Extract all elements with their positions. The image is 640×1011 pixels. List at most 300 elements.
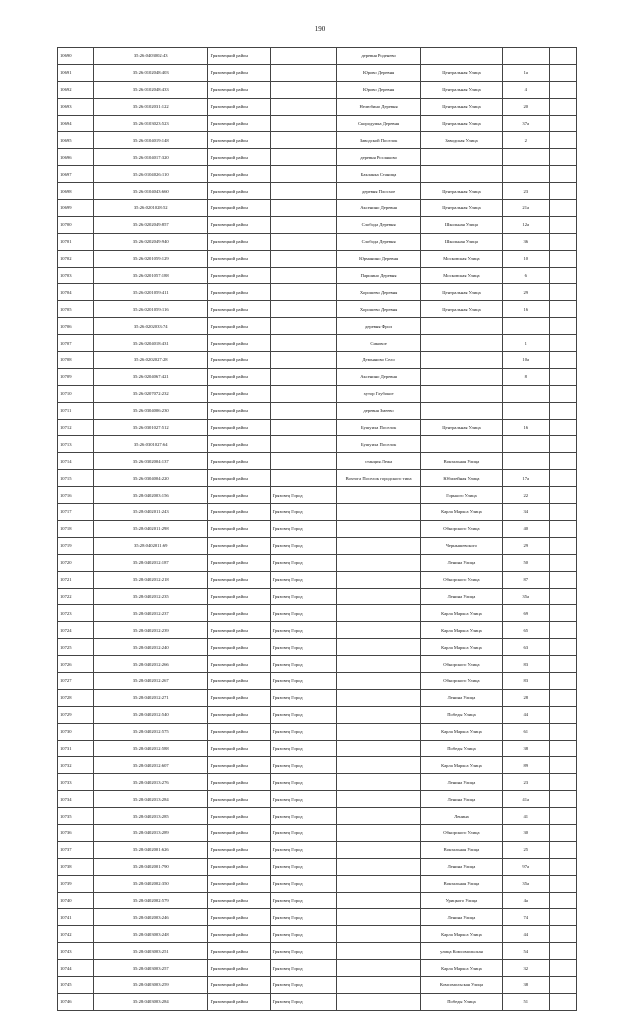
cell-locality: Слобода Деревня — [337, 216, 421, 233]
cell-street: Карла Маркса Улица — [421, 723, 503, 740]
cell-city: Грязовец Город — [270, 824, 337, 841]
table-row — [58, 504, 577, 521]
cell-house-number: 83 — [502, 656, 549, 673]
cell-blank — [549, 723, 576, 740]
cell-cadastral-number: 35:28:0403003:284 — [93, 993, 207, 1010]
cell-city — [270, 352, 337, 369]
cell-house-number: 12а — [502, 216, 549, 233]
cell-district: Грязовецкий район — [208, 233, 270, 250]
cell-city — [270, 453, 337, 470]
cell-record-id: 10725 — [58, 639, 94, 656]
cell-blank — [549, 808, 576, 825]
cell-district: Грязовецкий район — [208, 419, 270, 436]
cell-district: Грязовецкий район — [208, 284, 270, 301]
cell-street — [421, 402, 503, 419]
cell-blank — [549, 368, 576, 385]
cell-locality: Бушуиха Поселок — [337, 436, 421, 453]
cell-district: Грязовецкий район — [208, 470, 270, 487]
cell-city: Грязовец Город — [270, 858, 337, 875]
cell-house-number: 35а — [502, 588, 549, 605]
cell-blank — [549, 318, 576, 335]
cell-house-number: 29 — [502, 284, 549, 301]
cell-city — [270, 200, 337, 217]
cell-cadastral-number: 35:26:0202027:28 — [93, 352, 207, 369]
cell-blank — [549, 824, 576, 841]
cell-locality — [337, 504, 421, 521]
cell-house-number: 16 — [502, 419, 549, 436]
cell-street: Обнорского Улица — [421, 520, 503, 537]
cell-record-id: 10735 — [58, 808, 94, 825]
cell-cadastral-number: 35:26:0201057:188 — [93, 267, 207, 284]
cell-locality: Аксенино Деревня — [337, 368, 421, 385]
cell-cadastral-number: 35:28:0402011:243 — [93, 504, 207, 521]
cell-blank — [549, 639, 576, 656]
table-row — [58, 841, 577, 858]
table-row — [58, 622, 577, 639]
cell-locality — [337, 723, 421, 740]
cell-street: Центральная Улица — [421, 301, 503, 318]
cell-locality — [337, 960, 421, 977]
cell-blank — [549, 571, 576, 588]
cell-house-number: 1 — [502, 335, 549, 352]
cell-district: Грязовецкий район — [208, 301, 270, 318]
cell-locality — [337, 757, 421, 774]
cell-record-id: 10720 — [58, 554, 94, 571]
table-row — [58, 808, 577, 825]
cell-cadastral-number: 35:26:0104026:110 — [93, 166, 207, 183]
cell-district: Грязовецкий район — [208, 571, 270, 588]
cell-street: Ленина Улица — [421, 858, 503, 875]
cell-city: Грязовец Город — [270, 976, 337, 993]
cell-street: Комсомольская Улица — [421, 976, 503, 993]
cell-city — [270, 149, 337, 166]
cell-house-number: 89 — [502, 757, 549, 774]
cell-house-number — [502, 453, 549, 470]
cell-locality: Сиковое — [337, 335, 421, 352]
cell-locality: деревня Фрол — [337, 318, 421, 335]
cell-blank — [549, 656, 576, 673]
cell-street: Ленина Улица — [421, 909, 503, 926]
cell-street: улица Комсомольская — [421, 943, 503, 960]
cell-cadastral-number: 35:26:0202049:940 — [93, 233, 207, 250]
cell-record-id: 10731 — [58, 740, 94, 757]
cell-district: Грязовецкий район — [208, 723, 270, 740]
cell-district: Грязовецкий район — [208, 250, 270, 267]
cell-district: Грязовецкий район — [208, 808, 270, 825]
table-row — [58, 943, 577, 960]
cell-house-number: 97а — [502, 858, 549, 875]
cell-locality: Нелюбино Деревня — [337, 98, 421, 115]
cell-street: Карла Маркса Улица — [421, 639, 503, 656]
cell-cadastral-number: 35:26:0104019:148 — [93, 132, 207, 149]
cell-city — [270, 368, 337, 385]
cell-blank — [549, 537, 576, 554]
cell-street: Урицкого Улица — [421, 892, 503, 909]
cell-district: Грязовецкий район — [208, 132, 270, 149]
cell-house-number: 54 — [502, 943, 549, 960]
cell-blank — [549, 554, 576, 571]
cell-house-number: 25 — [502, 841, 549, 858]
cell-house-number: 10а — [502, 352, 549, 369]
cell-cadastral-number: 35:26:0201059:411 — [93, 284, 207, 301]
cell-record-id: 10736 — [58, 824, 94, 841]
cell-district: Грязовецкий район — [208, 64, 270, 81]
table-row — [58, 132, 577, 149]
cell-cadastral-number: 35:26:0301027:512 — [93, 419, 207, 436]
cell-blank — [549, 875, 576, 892]
cell-cadastral-number: 35:28:0403003:259 — [93, 976, 207, 993]
table-row — [58, 537, 577, 554]
cell-street — [421, 385, 503, 402]
cell-district: Грязовецкий район — [208, 48, 270, 65]
cell-district: Грязовецкий район — [208, 622, 270, 639]
cell-cadastral-number: 35:26:0102048:403 — [93, 64, 207, 81]
cell-record-id: 10744 — [58, 960, 94, 977]
cell-blank — [549, 402, 576, 419]
cell-cadastral-number: 35:28:0402011:298 — [93, 520, 207, 537]
cell-locality — [337, 689, 421, 706]
cell-street: Центральная Улица — [421, 419, 503, 436]
cell-district: Грязовецкий район — [208, 267, 270, 284]
cell-locality — [337, 858, 421, 875]
cell-district: Грязовецкий район — [208, 436, 270, 453]
table-row — [58, 267, 577, 284]
cell-cadastral-number: 35:28:0402012:607 — [93, 757, 207, 774]
cell-house-number: 21а — [502, 200, 549, 217]
cell-cadastral-number: 35:28:0402002:579 — [93, 892, 207, 909]
cell-district: Грязовецкий район — [208, 554, 270, 571]
cell-locality: Скородумка Деревня — [337, 115, 421, 132]
cell-street — [421, 335, 503, 352]
cell-locality: Юрово Деревня — [337, 64, 421, 81]
cell-locality — [337, 875, 421, 892]
cell-cadastral-number: 35:26:0202033:74 — [93, 318, 207, 335]
cell-street: Обнорского Улица — [421, 656, 503, 673]
cell-street: Центральная Улица — [421, 200, 503, 217]
cell-city — [270, 284, 337, 301]
cell-record-id: 10709 — [58, 368, 94, 385]
cell-record-id: 10733 — [58, 774, 94, 791]
cell-blank — [549, 200, 576, 217]
cell-blank — [549, 909, 576, 926]
cell-cadastral-number: 35:28:0402012:240 — [93, 639, 207, 656]
cell-house-number: 23 — [502, 183, 549, 200]
cell-city — [270, 250, 337, 267]
cell-record-id: 10715 — [58, 470, 94, 487]
cell-street: Московская Улица — [421, 267, 503, 284]
cell-record-id: 10703 — [58, 267, 94, 284]
cell-district: Грязовецкий район — [208, 216, 270, 233]
cell-house-number: 83 — [502, 672, 549, 689]
cell-locality — [337, 808, 421, 825]
cell-locality: станция Лежа — [337, 453, 421, 470]
cell-district: Грязовецкий район — [208, 98, 270, 115]
cell-locality: Бакланка Станица — [337, 166, 421, 183]
cell-record-id: 10716 — [58, 487, 94, 504]
cell-district: Грязовецкий район — [208, 976, 270, 993]
cell-cadastral-number: 35:28:0402012:218 — [93, 571, 207, 588]
cell-cadastral-number: 35:26:0102048:433 — [93, 81, 207, 98]
table-row — [58, 554, 577, 571]
cell-locality: Юрманино Деревня — [337, 250, 421, 267]
cell-blank — [549, 504, 576, 521]
cell-blank — [549, 453, 576, 470]
cell-blank — [549, 352, 576, 369]
cell-locality: деревня Змеево — [337, 402, 421, 419]
cell-city — [270, 81, 337, 98]
cell-street: Чернышевского — [421, 537, 503, 554]
cell-blank — [549, 267, 576, 284]
cell-cadastral-number: 35:26:0201059:116 — [93, 301, 207, 318]
table-row — [58, 976, 577, 993]
cell-record-id: 10694 — [58, 115, 94, 132]
cell-blank — [549, 98, 576, 115]
cell-blank — [549, 757, 576, 774]
cell-city: Грязовец Город — [270, 841, 337, 858]
cell-district: Грязовецкий район — [208, 318, 270, 335]
cell-street: Вокзальная Улица — [421, 875, 503, 892]
cell-locality — [337, 605, 421, 622]
cell-city: Грязовец Город — [270, 993, 337, 1010]
cell-street: Вокзальная Улица — [421, 841, 503, 858]
table-row — [58, 453, 577, 470]
cell-city: Грязовец Город — [270, 537, 337, 554]
cell-record-id: 10738 — [58, 858, 94, 875]
cell-blank — [549, 520, 576, 537]
cell-locality — [337, 892, 421, 909]
cell-blank — [549, 605, 576, 622]
cell-street — [421, 318, 503, 335]
cell-house-number: 32 — [502, 960, 549, 977]
cell-house-number: 23 — [502, 774, 549, 791]
cell-district: Грязовецкий район — [208, 774, 270, 791]
cell-cadastral-number: 35:26:0202049:857 — [93, 216, 207, 233]
cell-blank — [549, 622, 576, 639]
cell-locality — [337, 487, 421, 504]
cell-city: Грязовец Город — [270, 588, 337, 605]
cell-cadastral-number: 35:28:0402013:284 — [93, 791, 207, 808]
table-row — [58, 284, 577, 301]
cell-city: Грязовец Город — [270, 723, 337, 740]
cell-street: Ленина Улица — [421, 791, 503, 808]
cell-district: Грязовецкий район — [208, 81, 270, 98]
table-row — [58, 149, 577, 166]
cell-house-number: 69 — [502, 605, 549, 622]
cell-city — [270, 301, 337, 318]
cell-record-id: 10741 — [58, 909, 94, 926]
cell-record-id: 10701 — [58, 233, 94, 250]
cell-street — [421, 352, 503, 369]
cell-locality: деревня Росляково — [337, 149, 421, 166]
cell-city: Грязовец Город — [270, 909, 337, 926]
cell-cadastral-number: 35:26:0201028:52 — [93, 200, 207, 217]
table-row — [58, 605, 577, 622]
cell-locality: Вохтога Поселок городского типа — [337, 470, 421, 487]
table-row — [58, 757, 577, 774]
cell-house-number: 1а — [502, 64, 549, 81]
cell-house-number: 41 — [502, 808, 549, 825]
cell-record-id: 10696 — [58, 149, 94, 166]
cell-locality — [337, 824, 421, 841]
cell-street: Карла Маркса Улица — [421, 757, 503, 774]
cell-locality: Демьяново Село — [337, 352, 421, 369]
cell-street: Победы Улица — [421, 706, 503, 723]
cell-locality — [337, 740, 421, 757]
cell-district: Грязовецкий район — [208, 335, 270, 352]
cell-blank — [549, 183, 576, 200]
cell-locality: Паршино Деревня — [337, 267, 421, 284]
cell-locality — [337, 656, 421, 673]
cell-record-id: 10734 — [58, 791, 94, 808]
cell-record-id: 10743 — [58, 943, 94, 960]
cell-locality — [337, 943, 421, 960]
cell-street: Горького Улица — [421, 487, 503, 504]
cell-district: Грязовецкий район — [208, 740, 270, 757]
table-row — [58, 216, 577, 233]
table-row — [58, 909, 577, 926]
cell-record-id: 10745 — [58, 976, 94, 993]
cell-record-id: 10742 — [58, 926, 94, 943]
cell-city — [270, 419, 337, 436]
cell-record-id: 10695 — [58, 132, 94, 149]
cell-record-id: 10729 — [58, 706, 94, 723]
cell-record-id: 10702 — [58, 250, 94, 267]
cell-locality: Юрово Деревня — [337, 81, 421, 98]
cell-record-id: 10714 — [58, 453, 94, 470]
cell-cadastral-number: 35:26:0403002:43 — [93, 48, 207, 65]
cell-district: Грязовецкий район — [208, 166, 270, 183]
cell-locality — [337, 976, 421, 993]
cell-locality — [337, 909, 421, 926]
cell-locality — [337, 672, 421, 689]
table-row — [58, 419, 577, 436]
cell-district: Грязовецкий район — [208, 757, 270, 774]
table-row — [58, 774, 577, 791]
cell-house-number: 37а — [502, 115, 549, 132]
cell-cadastral-number: 35:26:0103023:523 — [93, 115, 207, 132]
cell-district: Грязовецкий район — [208, 909, 270, 926]
cell-locality — [337, 639, 421, 656]
cell-house-number: 22 — [502, 487, 549, 504]
cell-street: Центральная Улица — [421, 81, 503, 98]
cell-cadastral-number: 35:28:0402012:588 — [93, 740, 207, 757]
cell-city — [270, 267, 337, 284]
table-row — [58, 672, 577, 689]
cell-street: Центральная Улица — [421, 183, 503, 200]
cell-house-number: 6 — [502, 267, 549, 284]
cell-record-id: 10718 — [58, 520, 94, 537]
cell-district: Грязовецкий район — [208, 689, 270, 706]
cell-city: Грязовец Город — [270, 943, 337, 960]
cell-district: Грязовецкий район — [208, 605, 270, 622]
cell-district: Грязовецкий район — [208, 960, 270, 977]
table-row — [58, 385, 577, 402]
cell-locality — [337, 571, 421, 588]
cell-city — [270, 64, 337, 81]
cell-district: Грязовецкий район — [208, 453, 270, 470]
cell-street: Обнорского Улица — [421, 672, 503, 689]
cell-cadastral-number: 35:28:0402012:540 — [93, 706, 207, 723]
cell-cadastral-number: 35:28:0402013:285 — [93, 808, 207, 825]
table-row — [58, 487, 577, 504]
cell-city: Грязовец Город — [270, 571, 337, 588]
cell-record-id: 10719 — [58, 537, 94, 554]
cell-house-number: 61 — [502, 723, 549, 740]
cell-blank — [549, 233, 576, 250]
cell-house-number: 28 — [502, 689, 549, 706]
cell-district: Грязовецкий район — [208, 115, 270, 132]
table-row — [58, 656, 577, 673]
cell-house-number: 44 — [502, 706, 549, 723]
cell-blank — [549, 858, 576, 875]
cell-blank — [549, 385, 576, 402]
cell-cadastral-number: 35:28:0402011:69 — [93, 537, 207, 554]
cell-record-id: 10707 — [58, 335, 94, 352]
cell-house-number — [502, 166, 549, 183]
cell-street: Центральная Улица — [421, 115, 503, 132]
cell-blank — [549, 436, 576, 453]
cell-city: Грязовец Город — [270, 892, 337, 909]
cell-street: Карла Маркса Улица — [421, 926, 503, 943]
table-row — [58, 64, 577, 81]
cell-house-number: 63 — [502, 639, 549, 656]
cell-city: Грязовец Город — [270, 808, 337, 825]
cell-record-id: 10713 — [58, 436, 94, 453]
cell-city — [270, 436, 337, 453]
cell-street: Карла Маркса Улица — [421, 622, 503, 639]
cell-street: Заводская Улица — [421, 132, 503, 149]
cell-record-id: 10723 — [58, 605, 94, 622]
cell-blank — [549, 706, 576, 723]
cell-district: Грязовецкий район — [208, 200, 270, 217]
table-row — [58, 740, 577, 757]
table-row — [58, 858, 577, 875]
cell-blank — [549, 132, 576, 149]
cell-cadastral-number: 35:28:0402012:237 — [93, 605, 207, 622]
cell-street: Юбилейная Улица — [421, 470, 503, 487]
cell-house-number: 4а — [502, 892, 549, 909]
cell-house-number: 34 — [502, 504, 549, 521]
cell-district: Грязовецкий район — [208, 824, 270, 841]
table-row — [58, 892, 577, 909]
cell-blank — [549, 419, 576, 436]
cell-city: Грязовец Город — [270, 960, 337, 977]
cell-blank — [549, 64, 576, 81]
cell-street: Центральная Улица — [421, 64, 503, 81]
table-row — [58, 639, 577, 656]
cell-district: Грязовецкий район — [208, 520, 270, 537]
cell-city: Грязовец Город — [270, 554, 337, 571]
cell-house-number: 51 — [502, 993, 549, 1010]
cell-cadastral-number: 35:28:0403003:248 — [93, 926, 207, 943]
cell-blank — [549, 301, 576, 318]
cell-street: Ленина Улица — [421, 554, 503, 571]
cell-city: Грязовец Город — [270, 757, 337, 774]
cell-street: Ленина Улица — [421, 689, 503, 706]
cell-district: Грязовецкий район — [208, 504, 270, 521]
cell-city: Грязовец Город — [270, 520, 337, 537]
cell-record-id: 10711 — [58, 402, 94, 419]
cell-house-number: 20 — [502, 98, 549, 115]
cell-locality: Заводской Поселок — [337, 132, 421, 149]
cell-locality — [337, 554, 421, 571]
table-row — [58, 352, 577, 369]
cell-street: Ленина Улица — [421, 774, 503, 791]
cell-district: Грязовецкий район — [208, 706, 270, 723]
cell-house-number: 30 — [502, 824, 549, 841]
cell-locality — [337, 588, 421, 605]
cell-locality: Аксенино Деревня — [337, 200, 421, 217]
